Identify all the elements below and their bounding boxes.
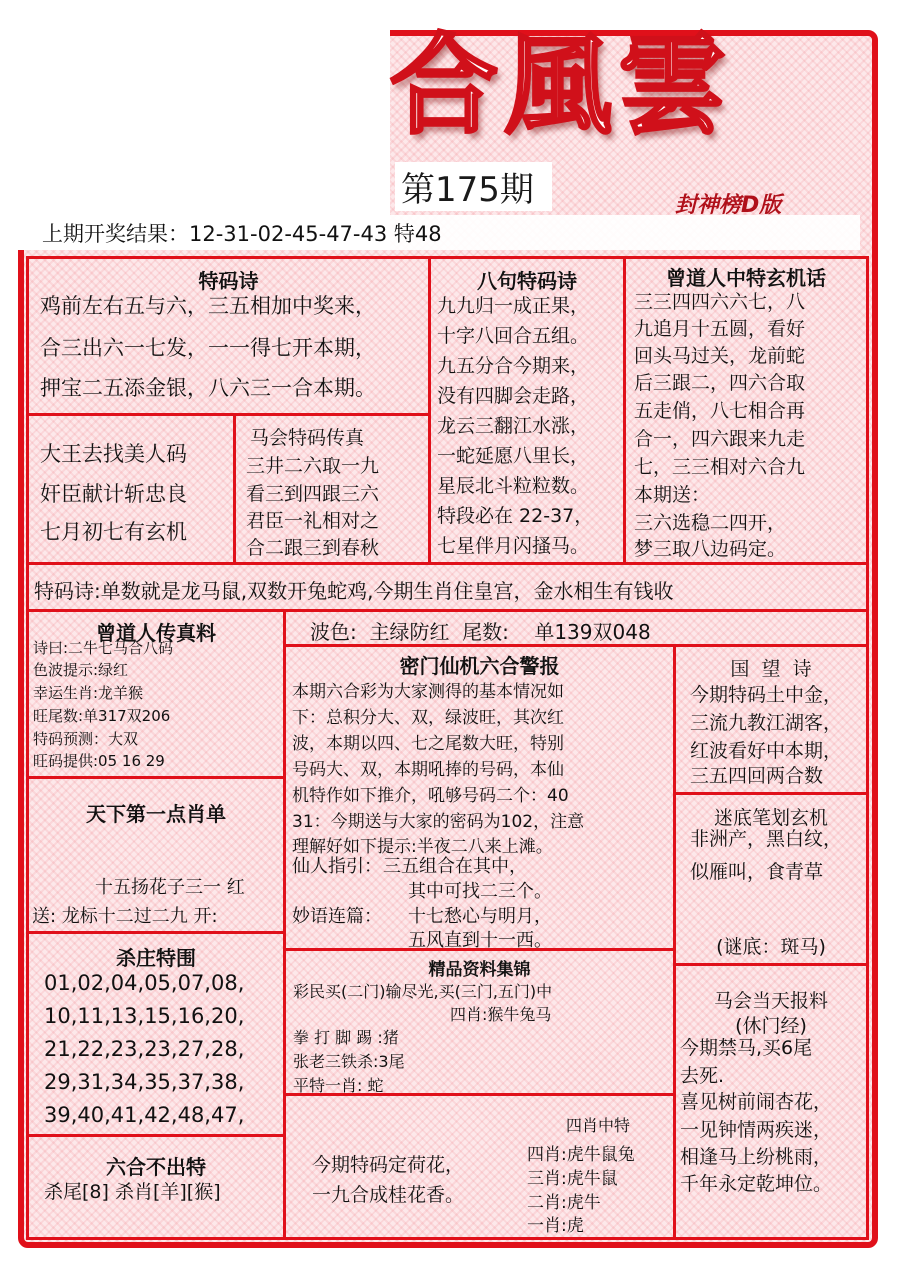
zeng-mystery-line: 后三跟二，四六合取 [634, 372, 806, 394]
zeng-data-line: 旺码提供:05 16 29 [33, 752, 165, 770]
jingpin-line: 拳 打 脚 踢 :猪 [293, 1028, 399, 1047]
zeng-mystery-line: 三三四四六六七，八 [634, 291, 806, 313]
last-result: 上期开奖结果：12-31-02-45-47-43 特48 [42, 222, 442, 246]
eight-poem-line: 十字八回合五组。 [437, 325, 590, 347]
mahui-line: 三井二六取一九 [246, 455, 380, 477]
riddle-answer: (谜底：斑马) [716, 936, 826, 958]
blank-area [0, 0, 390, 250]
eight-poem-line: 九五分合今期来， [437, 355, 590, 377]
eight-poem-line: 星辰北斗粒粒数。 [437, 475, 590, 497]
zeng-data-line: 色波提示:绿红 [33, 661, 129, 679]
four-zodiac-line: 二肖:虎牛 [527, 1193, 601, 1213]
secret-saying-line: 五风直到十一西。 [408, 930, 552, 951]
zeng-data-line: 幸运生肖:龙羊猴 [33, 684, 144, 702]
zeng-mystery-line: 九追月十五圆，看好 [634, 318, 806, 340]
eight-poem-line: 七星伴月闪搔马。 [437, 535, 590, 557]
riddle-line: 非洲产，黑白纹， [690, 828, 843, 850]
eight-poem-line: 九九归一成正果， [437, 295, 590, 317]
eight-poem-title: 八句特码诗 [477, 269, 577, 293]
secret-line: 本期六合彩为大家测得的基本情况如 [292, 682, 564, 702]
kill-line: 10,11,13,15,16,20, [44, 1004, 245, 1028]
four-zodiac-line: 一肖:虎 [527, 1216, 584, 1236]
mahui-title: 马会特码传真 [250, 427, 365, 449]
tianxia-line: 十五扬花子三一 红 [95, 877, 245, 898]
lotus-line: 今期特码定荷花， [312, 1154, 465, 1176]
guowang-line: 三五四回两合数 [690, 765, 824, 787]
secret-saying-line: 十七愁心与明月， [408, 906, 552, 927]
mahui-today-subtitle: (休门经) [735, 1015, 807, 1037]
secret-line: 号码大、双，本期吼捧的号码，本仙 [292, 760, 564, 780]
secret-line: 机特作如下推介，吼够号码二个：40 [292, 786, 569, 806]
jingpin-line: 平特一肖: 蛇 [293, 1076, 384, 1095]
guowang-line: 今期特码土中金， [690, 684, 843, 706]
zeng-mystery-line: 七，三三相对六合九 [634, 456, 806, 478]
secret-title: 密门仙机六合警报 [399, 654, 560, 678]
secret-line: 理解好如下提示:半夜二八来上滩。 [292, 837, 553, 857]
kill-line: 21,22,23,23,27,28, [44, 1037, 245, 1061]
mahui-today-line: 千年永定乾坤位。 [680, 1173, 833, 1195]
eight-poem-line: 一蛇延愿八里长， [437, 445, 590, 467]
mahui-line: 合二跟三到春秋 [246, 537, 380, 559]
riddle-line: 似雁叫，食青草 [690, 861, 824, 883]
tianxia-title: 天下第一点肖单 [86, 802, 226, 826]
zeng-data-line: 旺尾数:单317双206 [33, 707, 171, 725]
four-zodiac-line: 四肖:虎牛鼠兔 [527, 1145, 635, 1165]
version-label: 封神榜D版 [675, 193, 782, 218]
kill-line: 29,31,34,35,37,38, [44, 1070, 245, 1094]
secret-line: 波，本期以四、七之尾数大旺，特别 [292, 734, 564, 754]
eight-poem-line: 没有四脚会走路， [437, 385, 590, 407]
riddle-title: 迷底笔划玄机 [713, 807, 828, 829]
logo-title: 合風雲 [390, 23, 733, 149]
secret-line: 31：今期送与大家的密码为102，注意 [292, 812, 585, 832]
king-poem-line: 大王去找美人码 [40, 442, 187, 466]
secret-hint-label: 仙人指引： [292, 856, 382, 877]
kill-title: 杀庄特围 [116, 946, 196, 970]
secret-hint-line: 其中可找二三个。 [408, 881, 552, 902]
zeng-mystery-line: 梦三取八边码定。 [634, 538, 787, 560]
zeng-data-title: 曾道人传真料 [96, 621, 216, 645]
tema-poem-line: 押宝二五添金银，八六三一合本期。 [40, 376, 376, 400]
zeng-mystery-line: 三六选稳二四开， [634, 512, 787, 534]
zeng-mystery-line: 本期送： [634, 484, 711, 506]
guowang-title: 国 望 诗 [730, 658, 812, 680]
issue-number: 第175期 [395, 162, 552, 211]
kill-line: 39,40,41,42,48,47, [44, 1103, 245, 1127]
guowang-line: 红波看好中本期， [690, 740, 843, 762]
king-poem-line: 奸臣献计斩忠良 [40, 482, 187, 506]
eight-poem-line: 特段必在 22-37， [437, 505, 594, 527]
four-zodiac-title: 四肖中特 [566, 1116, 631, 1135]
zeng-mystery-line: 回头马过关，龙前蛇 [634, 345, 806, 367]
king-poem-line: 七月初七有玄机 [40, 520, 187, 544]
wave-text: 波色: 主绿防红 尾数: 单139双048 [310, 620, 651, 644]
kill-line: 01,02,04,05,07,08, [44, 971, 245, 995]
secret-hint-line: 三五组合在其中， [383, 856, 527, 877]
mahui-today-line: 喜见树前闹杏花， [680, 1091, 833, 1113]
jingpin-title: 精品资料集锦 [428, 960, 531, 980]
jingpin-line: 彩民买(二门)输尽光,买(三门,五门)中 [293, 982, 553, 1001]
tema-poem-line: 鸡前左右五与六，三五相加中奖来， [40, 294, 376, 318]
four-zodiac-line: 三肖:虎牛鼠 [527, 1169, 618, 1189]
zeng-data-line: 诗曰:二牛七马合八码 [33, 639, 174, 657]
jingpin-line: 张老三铁杀:3尾 [293, 1052, 405, 1071]
zeng-mystery-line: 五走俏，八七相合再 [634, 400, 806, 422]
mahui-today-line: 相逢马上纷桃雨， [680, 1146, 833, 1168]
guowang-line: 三流九教江湖客， [690, 712, 843, 734]
secret-saying-label: 妙语连篇： [292, 906, 382, 927]
no-special-text: 杀尾[8] 杀肖[羊][猴] [44, 1181, 221, 1203]
no-special-title: 六合不出特 [106, 1155, 206, 1179]
banner-text: 特码诗:单数就是龙马鼠,双数开兔蛇鸡,今期生肖住皇宫，金水相生有钱收 [34, 579, 674, 603]
tianxia-line: 送: 龙标十二过二九 开: [32, 906, 218, 927]
mahui-line: 看三到四跟三六 [246, 483, 380, 505]
lotus-line: 一九合成桂花香。 [312, 1184, 465, 1206]
jingpin-line: 四肖:猴牛兔马 [450, 1005, 552, 1024]
mahui-today-line: 一见钟情两疾迷， [680, 1119, 833, 1141]
mahui-today-line: 今期禁马,买6尾 [680, 1037, 813, 1059]
mahui-today-title: 马会当天报料 [713, 990, 828, 1012]
mahui-today-line: 去死. [680, 1065, 725, 1087]
tema-poem-title: 特码诗 [198, 269, 259, 293]
zeng-data-line: 特码预测：大双 [33, 730, 139, 748]
secret-line: 下：总积分大、双，绿波旺，其次红 [292, 708, 564, 728]
tema-poem-line: 合三出六一七发，一一得七开本期， [40, 336, 376, 360]
zeng-mystery-line: 合一，四六跟来九走 [634, 428, 806, 450]
mahui-line: 君臣一礼相对之 [246, 510, 380, 532]
zeng-mystery-title: 曾道人中特玄机话 [666, 266, 826, 290]
eight-poem-line: 龙云三翻江水涨， [437, 415, 590, 437]
